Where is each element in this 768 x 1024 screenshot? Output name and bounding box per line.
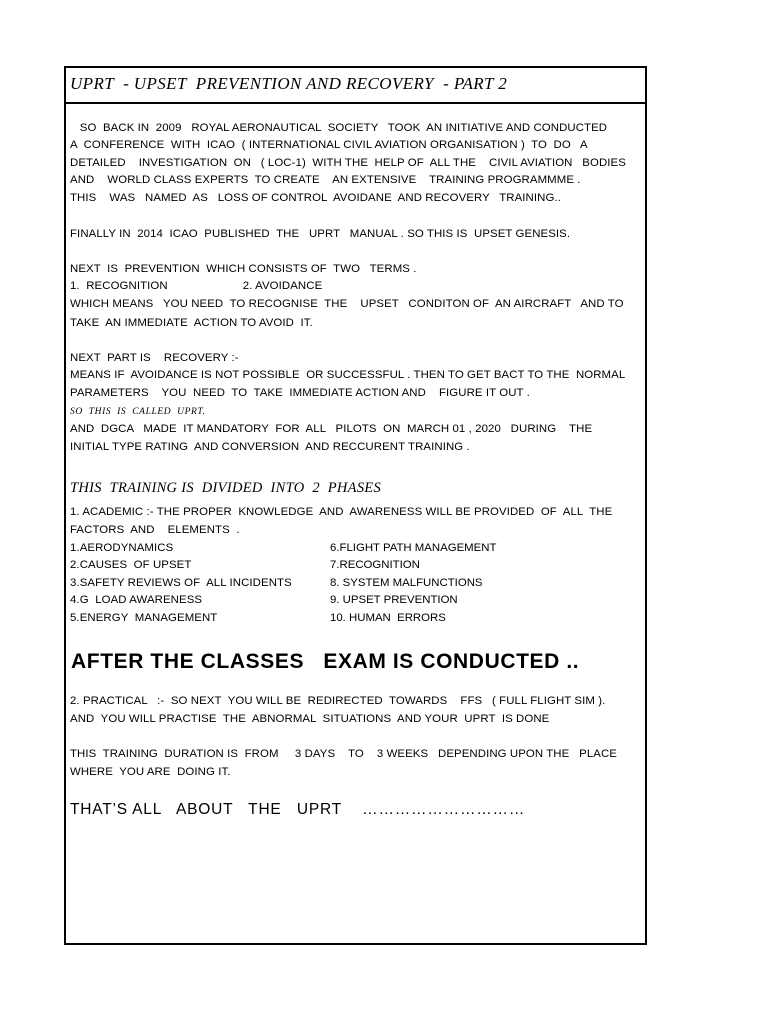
exam-heading: AFTER THE CLASSES EXAM IS CONDUCTED .. [71,650,580,673]
text-line: SO BACK IN 2009 ROYAL AERONAUTICAL SOCIETY TOOK AN INITIATIVE AND CONDUCTED [70,122,608,134]
topic-item: 10. HUMAN ERRORS [330,612,446,624]
text-line: NEXT PART IS RECOVERY :- [70,352,239,364]
text-line-italic: SO THIS IS CALLED UPRT. [70,407,206,417]
text-line: MEANS IF AVOIDANCE IS NOT POSSIBLE OR SUCCESSFUL . THEN TO GET BACT TO THE NORMAL [70,369,626,381]
document-title: UPRT - UPSET PREVENTION AND RECOVERY - PART 2 [70,74,508,93]
topic-item: 6.FLIGHT PATH MANAGEMENT [330,542,497,554]
topic-item: 8. SYSTEM MALFUNCTIONS [330,577,483,589]
text-line: FINALLY IN 2014 ICAO PUBLISHED THE UPRT MANUAL . SO THIS IS UPSET GENESIS. [70,228,571,240]
text-line: PARAMETERS YOU NEED TO TAKE IMMEDIATE ACTION AND FIGURE IT OUT . [70,387,530,399]
topic-item: 9. UPSET PREVENTION [330,594,458,606]
document-frame [64,66,647,945]
text-line: AND DGCA MADE IT MANDATORY FOR ALL PILOTS ON MARCH 01 , 2020 DURING THE [70,423,593,435]
text-line: WHICH MEANS YOU NEED TO RECOGNISE THE UPSET CONDITON OF AN AIRCRAFT AND TO [70,298,624,310]
text-line: A CONFERENCE WITH ICAO ( INTERNATIONAL CIVIL AVIATION ORGANISATION ) TO DO A [70,139,588,151]
text-line: AND YOU WILL PRACTISE THE ABNORMAL SITUATIONS AND YOUR UPRT IS DONE [70,713,550,725]
text-line: WHERE YOU ARE DOING IT. [70,766,231,778]
text-line: 1. RECOGNITION 2. AVOIDANCE [70,280,323,292]
text-line: THIS TRAINING DURATION IS FROM 3 DAYS TO 3 WEEKS DEPENDING UPON THE PLACE [70,748,617,760]
text-line: 1. ACADEMIC :- THE PROPER KNOWLEDGE AND AWARENESS WILL BE PROVIDED OF ALL THE [70,506,613,518]
phases-heading: THIS TRAINING IS DIVIDED INTO 2 PHASES [70,480,382,496]
text-line: NEXT IS PREVENTION WHICH CONSISTS OF TWO TERMS . [70,263,417,275]
topic-item: 7.RECOGNITION [330,559,420,571]
topic-item: 4.G LOAD AWARENESS [70,594,203,606]
text-line: THIS WAS NAMED AS LOSS OF CONTROL AVOIDANE AND RECOVERY TRAINING.. [70,192,561,204]
closing-line: THAT’S ALL ABOUT THE UPRT ………………………… [70,801,526,818]
text-line: INITIAL TYPE RATING AND CONVERSION AND RECCURENT TRAINING . [70,441,470,453]
text-line: FACTORS AND ELEMENTS . [70,524,240,536]
text-line: DETAILED INVESTIGATION ON ( LOC-1) WITH THE HELP OF ALL THE CIVIL AVIATION BODIES [70,157,626,169]
title-bar [66,68,645,104]
text-line: AND WORLD CLASS EXPERTS TO CREATE AN EXTENSIVE TRAINING PROGRAMMME . [70,174,581,186]
topic-item: 3.SAFETY REVIEWS OF ALL INCIDENTS [70,577,292,589]
topic-item: 1.AERODYNAMICS [70,542,174,554]
topic-item: 5.ENERGY MANAGEMENT [70,612,218,624]
text-line: TAKE AN IMMEDIATE ACTION TO AVOID IT. [70,317,313,329]
topic-item: 2.CAUSES OF UPSET [70,559,192,571]
text-line: 2. PRACTICAL :- SO NEXT YOU WILL BE REDIRECTED TOWARDS FFS ( FULL FLIGHT SIM ). [70,695,606,707]
